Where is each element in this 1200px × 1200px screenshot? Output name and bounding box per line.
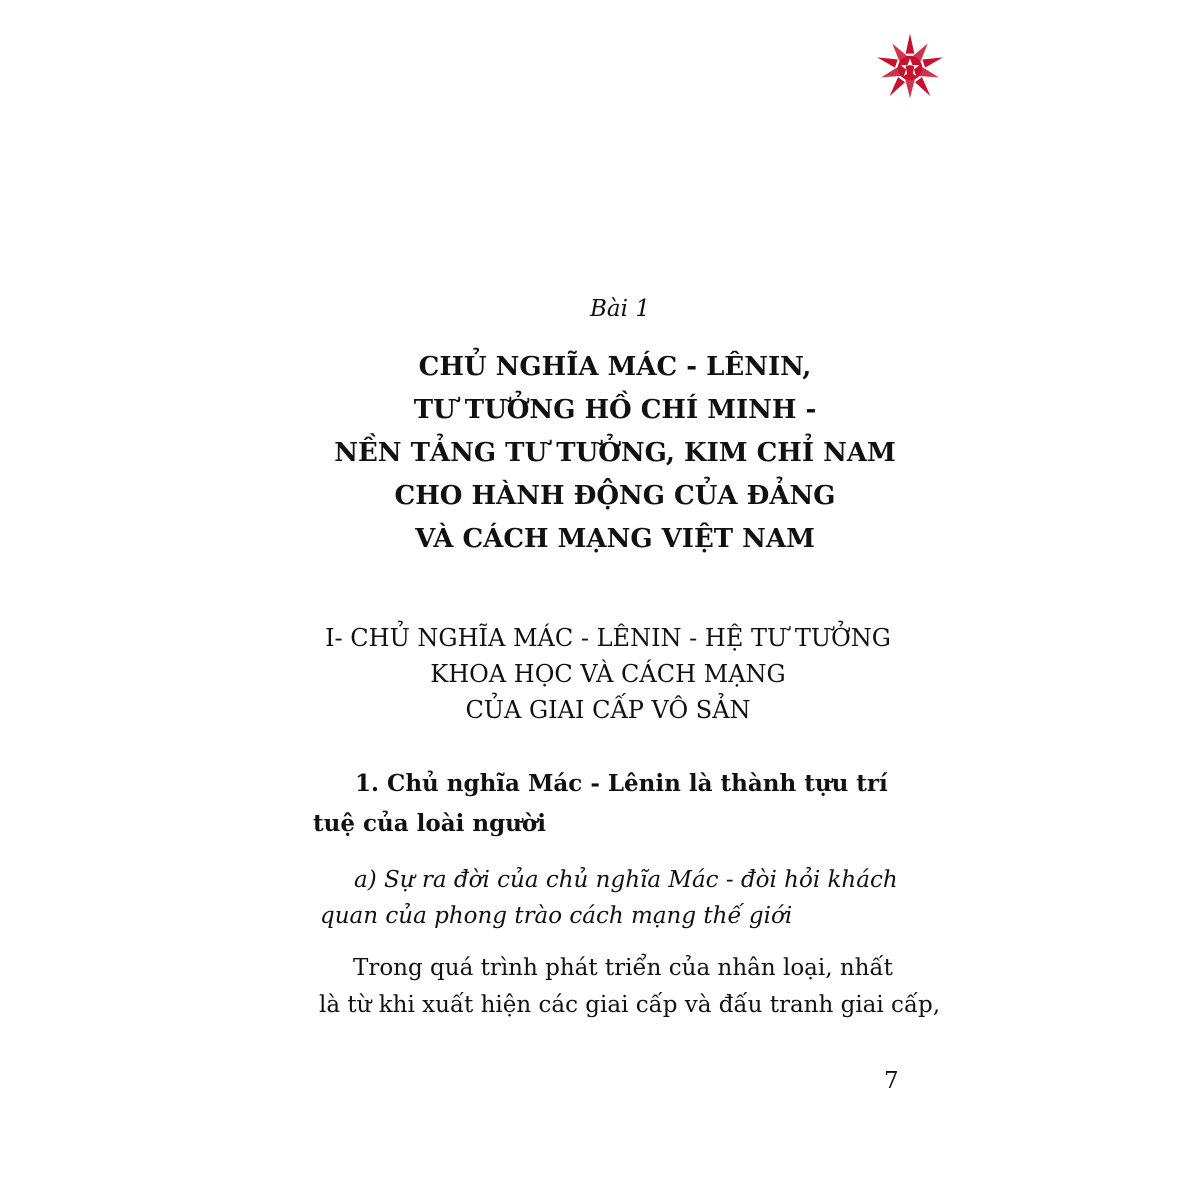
chapter-title-line: NỀN TẢNG TƯ TƯỞNG, KIM CHỈ NAM bbox=[334, 438, 896, 468]
page-number: 7 bbox=[884, 1068, 899, 1094]
subitem-heading bbox=[320, 862, 910, 934]
section-heading bbox=[0, 620, 1200, 728]
subitem-heading-line: quan của phong trào cách mạng thế giới bbox=[320, 903, 793, 929]
chapter-title bbox=[0, 346, 1200, 561]
section-heading-line: CỦA GIAI CẤP VÔ SẢN bbox=[465, 696, 751, 724]
subsection-heading-line: 1. Chủ nghĩa Mác - Lênin là thành tựu trí bbox=[355, 770, 888, 797]
publisher-star-logo-icon bbox=[874, 32, 946, 104]
subitem-heading-line: a) Sự ra đời của chủ nghĩa Mác - đòi hỏi khách bbox=[354, 867, 898, 893]
section-heading-line: KHOA HỌC VÀ CÁCH MẠNG bbox=[430, 660, 786, 688]
subsection-heading bbox=[313, 764, 903, 844]
body-paragraph bbox=[319, 950, 941, 1024]
lesson-label: Bài 1 bbox=[590, 296, 650, 322]
chapter-title-line: CHỦ NGHĨA MÁC - LÊNIN, bbox=[418, 352, 812, 382]
chapter-title-line: TƯ TƯỞNG HỒ CHÍ MINH - bbox=[413, 395, 817, 425]
subsection-heading-line: tuệ của loài người bbox=[313, 810, 546, 837]
body-paragraph-line: là từ khi xuất hiện các giai cấp và đấu tranh giai cấp, bbox=[319, 992, 941, 1018]
section-heading-line: I- CHỦ NGHĨA MÁC - LÊNIN - HỆ TƯ TƯỞNG bbox=[325, 624, 891, 652]
body-paragraph-line: Trong quá trình phát triển của nhân loại, nhất bbox=[353, 955, 893, 981]
chapter-title-line: CHO HÀNH ĐỘNG CỦA ĐẢNG bbox=[394, 481, 836, 511]
chapter-title-line: VÀ CÁCH MẠNG VIỆT NAM bbox=[415, 524, 815, 554]
